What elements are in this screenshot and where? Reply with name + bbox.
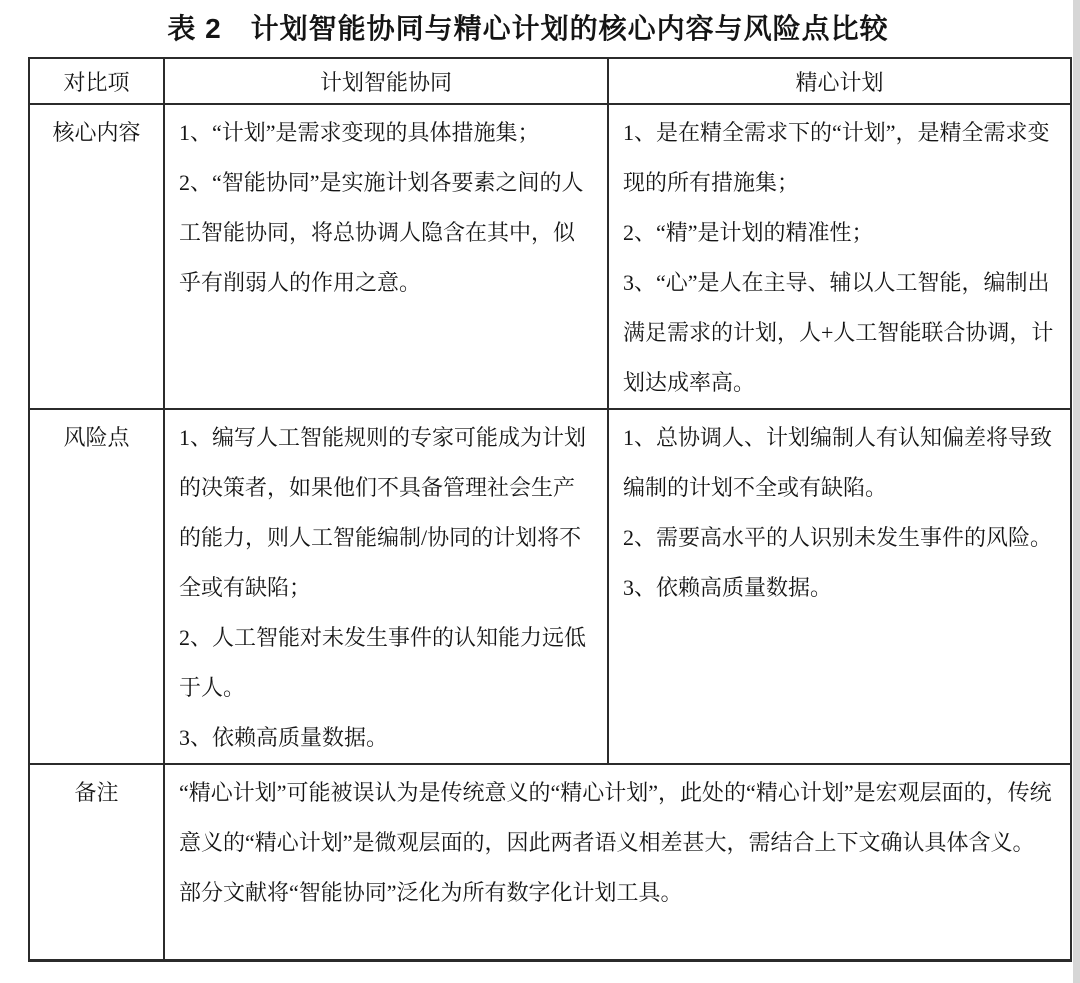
table-row-core-content	[29, 104, 1071, 409]
cell-core-plan-ai	[164, 104, 608, 409]
table-caption: 表 2 计划智能协同与精心计划的核心内容与风险点比较	[167, 13, 889, 44]
header-cell-compare-item: 对比项	[29, 58, 164, 104]
table-row-notes	[29, 764, 1071, 960]
list-item: 3、“心”是人在主导、辅以人工智能，编制出满足需求的计划，人+人工智能联合协调，计划达成率高。	[623, 270, 1054, 395]
cell-risk-careful-plan	[608, 409, 1071, 764]
note-paragraph: 部分文献将“智能协同”泛化为所有数字化计划工具。	[179, 880, 683, 905]
list-item: 1、编写人工智能规则的专家可能成为计划的决策者，如果他们不具备管理社会生产的能力，则人工智能编制/协同的计划将不全或有缺陷；	[179, 425, 587, 600]
list-item: 2、需要高水平的人识别未发生事件的风险。	[623, 525, 1053, 550]
page-edge-artifact	[1073, 0, 1080, 983]
comparison-table	[28, 57, 1072, 962]
table-row-risk-points	[29, 409, 1071, 764]
header-cell-careful-plan: 精心计划	[608, 58, 1071, 104]
list-item: 2、人工智能对未发生事件的认知能力远低于人。	[179, 625, 587, 700]
list-item: 1、是在精全需求下的“计划”，是精全需求变现的所有措施集；	[623, 120, 1050, 195]
cell-notes	[164, 764, 1071, 960]
list-item: 3、依赖高质量数据。	[179, 725, 389, 750]
list-item: 2、“精”是计划的精准性；	[623, 220, 874, 245]
header-cell-plan-ai-collaboration: 计划智能协同	[164, 58, 608, 104]
list-item: 1、总协调人、计划编制人有认知偏差将导致编制的计划不全或有缺陷。	[623, 425, 1053, 500]
row-label-core-content: 核心内容	[29, 104, 164, 409]
row-label-notes: 备注	[29, 764, 164, 960]
header-row	[29, 58, 1071, 104]
list-item: 1、“计划”是需求变现的具体措施集；	[179, 120, 540, 145]
note-paragraph: “精心计划”可能被误认为是传统意义的“精心计划”，此处的“精心计划”是宏观层面的，传统意义的“精心计划”是微观层面的，因此两者语义相差甚大，需结合上下文确认具体含义。	[179, 780, 1052, 855]
cell-risk-plan-ai	[164, 409, 608, 764]
list-item: 3、依赖高质量数据。	[623, 575, 833, 600]
cell-core-careful-plan	[608, 104, 1071, 409]
row-label-risk-points: 风险点	[29, 409, 164, 764]
list-item: 2、“智能协同”是实施计划各要素之间的人工智能协同，将总协调人隐含在其中，似乎有削弱人的作用之意。	[179, 170, 584, 295]
